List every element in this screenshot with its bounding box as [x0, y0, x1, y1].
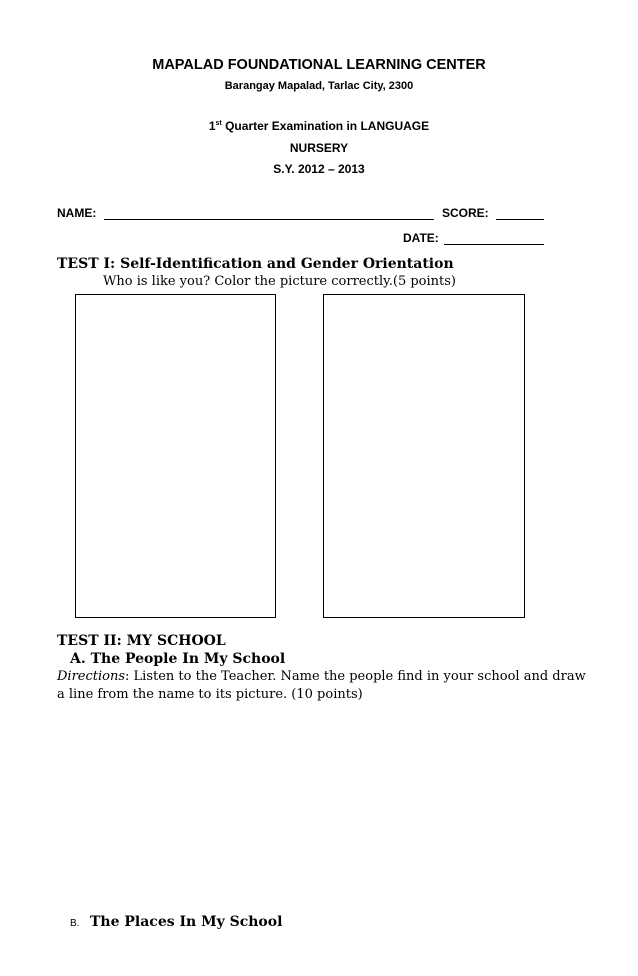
exam-title-text: Quarter Examination in LANGUAGE	[221, 119, 430, 133]
exam-title	[0, 119, 638, 133]
directions-text: : Listen to the Teacher. Name the people find in your school and draw a line from the name to its picture. (10 points)	[57, 669, 586, 702]
picture-box-left[interactable]	[75, 294, 276, 618]
school-year: S.Y. 2012 – 2013	[273, 162, 365, 176]
directions-label: Directions	[57, 669, 126, 684]
score-label: SCORE:	[442, 206, 489, 220]
test1-title: TEST I: Self-Identification and Gender Orientation	[57, 256, 454, 272]
school-name: MAPALAD FOUNDATIONAL LEARNING CENTER	[152, 57, 486, 73]
section-b-heading: The Places In My School	[90, 914, 283, 930]
name-label: NAME:	[57, 206, 97, 220]
grade-level: NURSERY	[289, 141, 349, 155]
name-blank-line[interactable]	[104, 219, 434, 220]
directions-paragraph	[57, 668, 597, 704]
score-blank-line[interactable]	[496, 219, 544, 220]
section-b-letter: B.	[70, 918, 80, 929]
exam-title-number: 1	[208, 119, 216, 133]
exam-title-superscript: st	[215, 120, 222, 127]
date-blank-line[interactable]	[444, 244, 544, 245]
picture-box-right[interactable]	[323, 294, 525, 618]
test1-instruction: Who is like you? Color the picture correctly.(5 points)	[103, 274, 457, 289]
school-address: Barangay Mapalad, Tarlac City, 2300	[224, 80, 414, 92]
section-a-heading: A. The People In My School	[70, 651, 286, 667]
test2-title: TEST II: MY SCHOOL	[57, 633, 226, 649]
date-label: DATE:	[403, 231, 439, 245]
